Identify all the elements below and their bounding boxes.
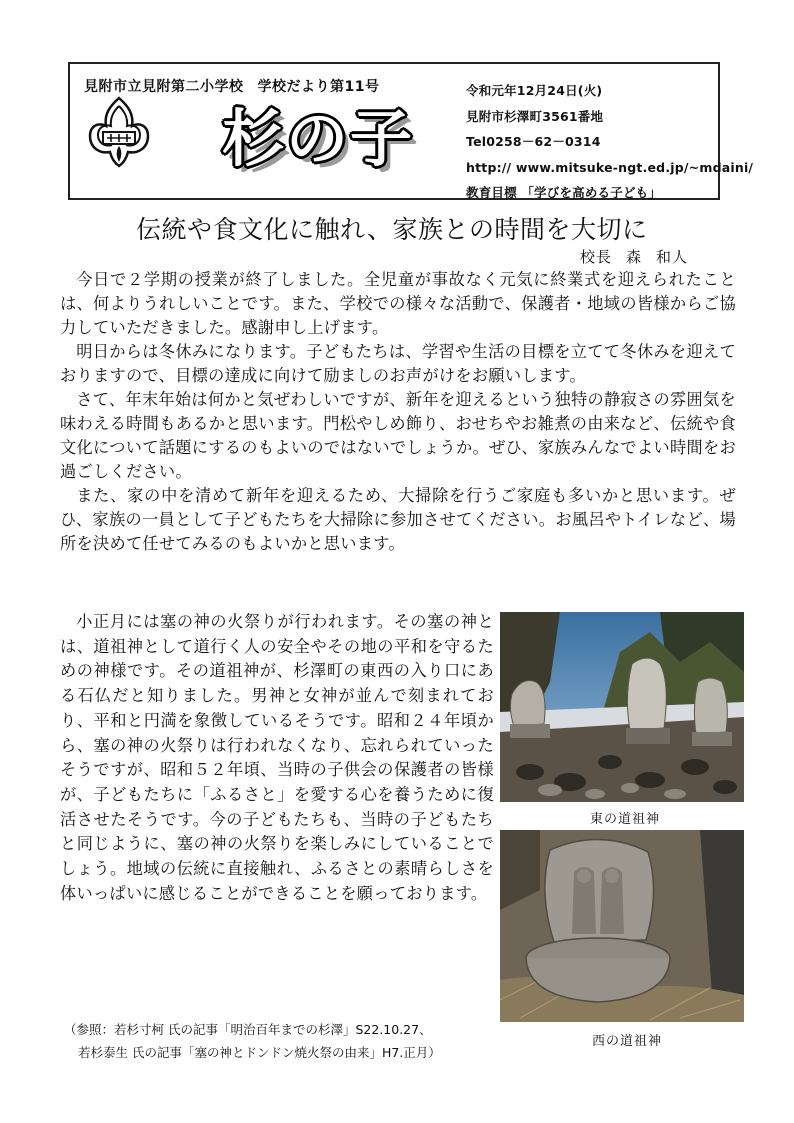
west-dosojin-photo	[500, 830, 744, 1022]
paragraph: 明日からは冬休みになります。子どもたちは、学習や生活の目標を立てて冬休みを迎えておりますので、目標の達成に向けて励ましのお声がけをお願いします。	[60, 342, 736, 385]
dosojin-paragraph: 小正月には塞の神の火祭りが行われます。その塞の神とは、道祖神として道行く人の安全やその地の平和を守るための神様です。その道祖神が、杉澤町の東西の入り口にある石仏だと知りました。男神と女神が並んで刻まれており、平和と円満を象徴しているそうです。昭和２４年頃から、塞の神の火祭りは行われなくなり、忘れられていったそうですが、昭和５２年頃、当時の子供会の保護者の皆様が、子どもたちに「ふるさと」を愛する心を養うために復活させたそうです。今の子どもたちも、当時の子どもたちと同じように、塞の神の火祭りを楽しみにしていることでしょう。地域の伝統に直接触れ、ふるさとの素晴らしさを体いっぱいに感じることができることを願っております。	[60, 612, 494, 903]
school-tel: Tel0258－62－0314	[466, 134, 601, 149]
school-info	[466, 78, 753, 206]
article-body	[60, 268, 736, 556]
school-name: 見附市立見附第二小学校	[84, 79, 244, 95]
school-address: 見附市杉澤町3561番地	[466, 108, 604, 124]
newsletter-issue: 学校だより第11号	[257, 79, 380, 95]
school-url[interactable]: http:// www.mitsuke-ngt.ed.jp/~mdaini/	[466, 159, 754, 175]
west-photo-caption: 西の道祖神	[592, 1034, 663, 1049]
references	[64, 1018, 441, 1064]
author-title: 校長	[580, 248, 613, 266]
east-dosojin-photo	[500, 612, 744, 802]
article-headline: 伝統や食文化に触れ、家族との時間を大切に	[136, 215, 648, 244]
reference-line: 若杉泰生 氏の記事「塞の神とドンドン焼火祭の由来」H7.正月）	[78, 1045, 441, 1060]
author-family-name: 森	[626, 248, 643, 266]
east-photo-image	[500, 612, 744, 802]
paragraph: さて、年末年始は何かと気ぜわしいですが、新年を迎えるという独特の静寂さの雰囲気を味わえる時間もあるかと思います。門松やしめ飾り、おせちやお雑煮の由来など、伝統や食文化について話題にするのもよいのではないでしょうか。ぜひ、家族みんなでよい時間をお過ごしください。	[60, 390, 736, 481]
author-line	[580, 246, 688, 267]
author-given-name: 和人	[656, 248, 689, 266]
paragraph: また、家の中を清めて新年を迎えるため、大掃除を行うご家庭も多いかと思います。ぜひ、家族の一員として子どもたちを大掃除に参加させてください。お風呂やトイレなど、場所を決めて任せてみるのもよいかと思います。	[60, 486, 736, 553]
paragraph: 今日で２学期の授業が終了しました。全児童が事故なく元気に終業式を迎えられたことは、何よりうれしいことです。また、学校での様々な活動で、保護者・地域の皆様からご協力していただきました。感謝申し上げます。	[60, 270, 736, 337]
reference-line: （参照：若杉寸柯 氏の記事「明治百年までの杉澤」S22.10.27、	[64, 1022, 432, 1037]
east-photo-caption: 東の道祖神	[590, 812, 661, 827]
school-emblem-icon	[88, 96, 150, 168]
issue-date: 令和元年12月24日(火)	[466, 83, 603, 98]
school-line	[84, 76, 379, 96]
masthead-title: 杉の子	[222, 102, 415, 175]
west-photo-image	[500, 830, 744, 1022]
education-goal: 教育目標 「学びを高める子ども」	[466, 185, 662, 200]
